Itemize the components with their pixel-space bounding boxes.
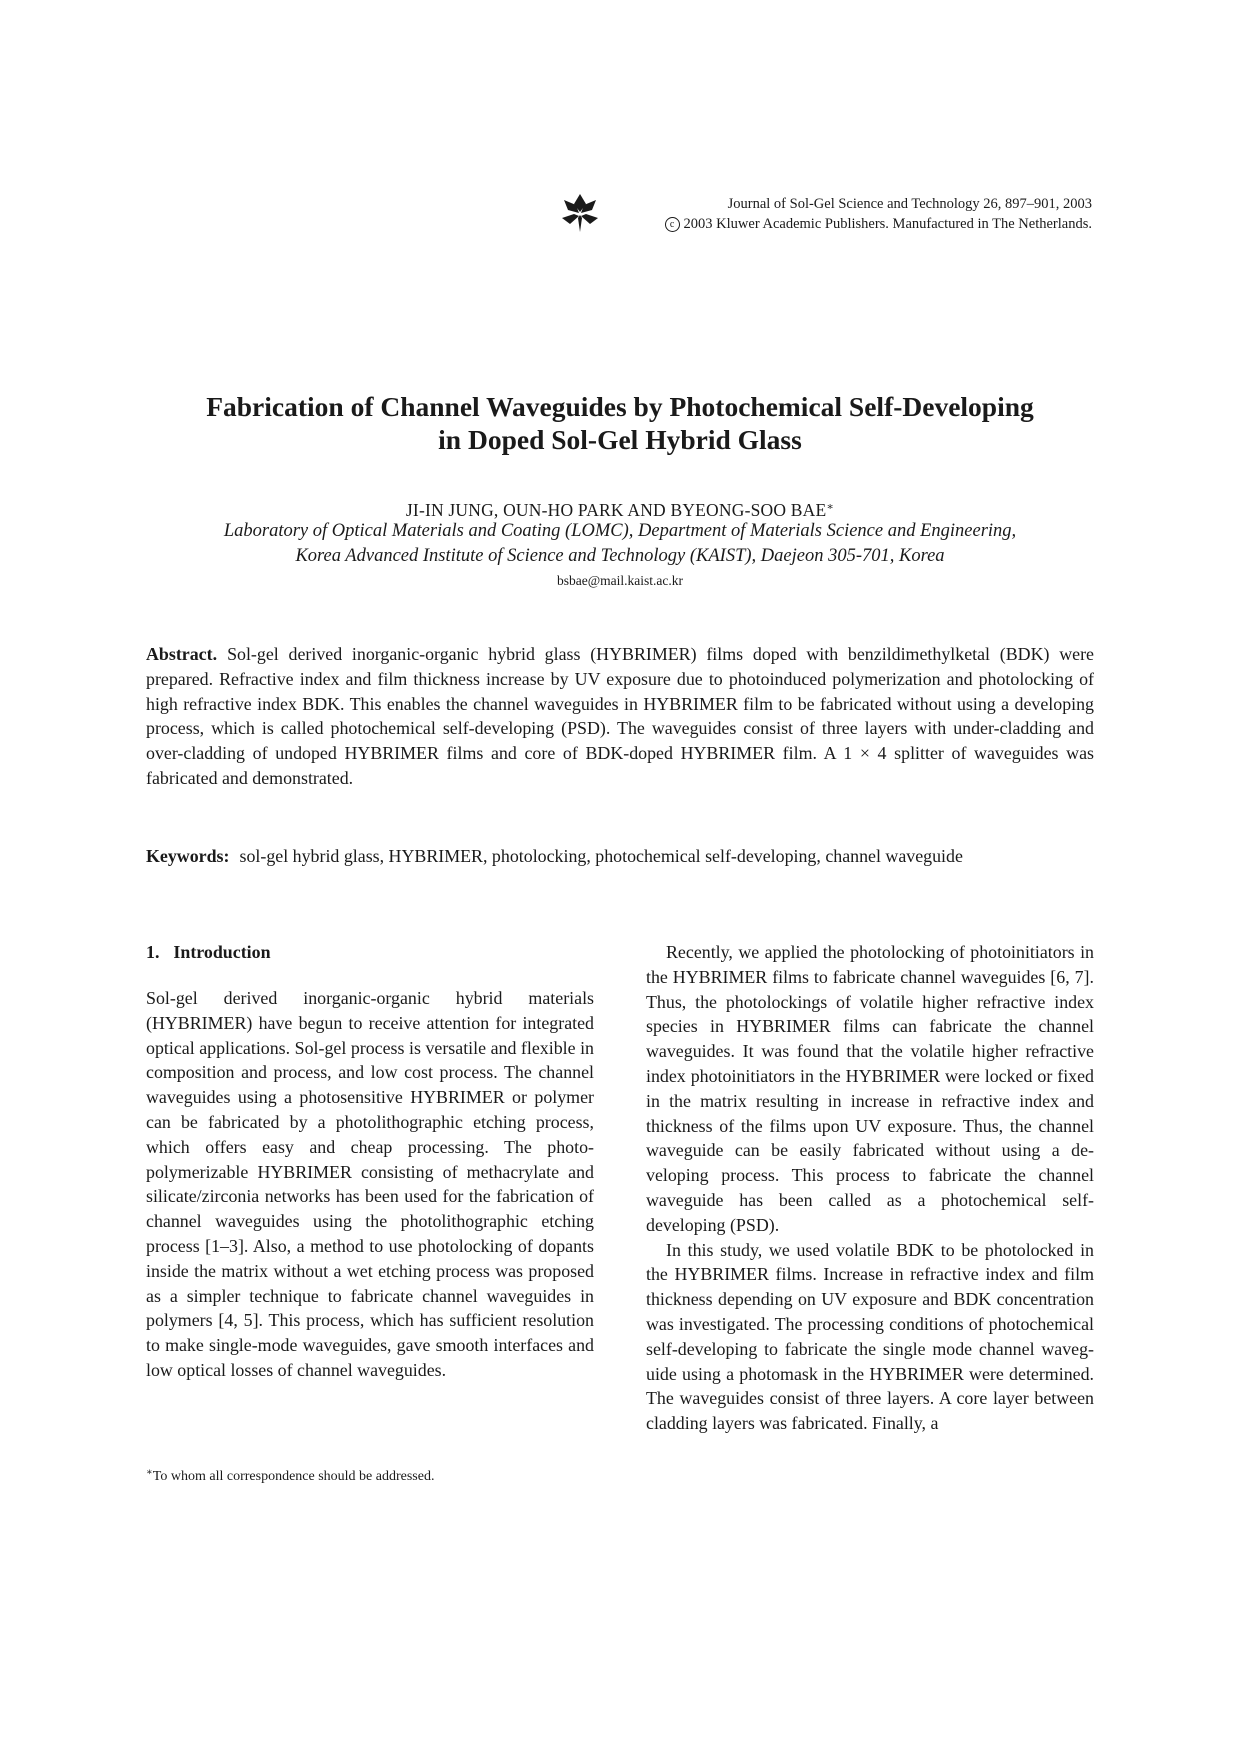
author-list bbox=[140, 496, 1100, 521]
footnote-text: To whom all correspondence should be addressed. bbox=[152, 1469, 435, 1484]
footnote-mark: ∗ bbox=[146, 1467, 153, 1478]
copyright-text: 2003 Kluwer Academic Publishers. Manufactured in The Netherlands. bbox=[683, 216, 1092, 232]
kluwer-logo-icon bbox=[560, 192, 600, 234]
intro-paragraph-1: Sol-gel derived inorganic-organic hybrid materials (HYBRIMER) have begun to receive attention for integrated optical applications. Sol-gel process is versatile and flexible in composition and process, and low cost process. The channel waveguides using a photosensitive HYBRIMER or polymer can be fabricated by a photolithographic etching process, which offers easy and cheap processing. The photo-polymerizable HYBRIMER consisting of methacrylate and silicate/zirconia networks has been used for the fabrication of channel waveguides using the photolithographic etching process [1–3]. Also, a method to use photolocking of dopants inside the matrix without a wet etching process was proposed as a simpler technique to fabricate channel waveguides in polymers [4, 5]. This process, which has sufficient resolution to make single-mode waveguides, gave smooth interfaces and low optical losses of channel waveguides. bbox=[146, 988, 594, 1380]
affiliation bbox=[100, 519, 1140, 569]
footnote bbox=[146, 1464, 594, 1486]
abstract-label: Abstract. bbox=[146, 644, 218, 664]
journal-citation: Journal of Sol-Gel Science and Technology 26, 897–901, 2003 bbox=[727, 196, 1092, 212]
section-heading bbox=[146, 940, 594, 965]
keywords-label: Keywords: bbox=[146, 846, 230, 866]
title-line-2: in Doped Sol-Gel Hybrid Glass bbox=[438, 424, 802, 455]
corresponding-author-mark: ∗ bbox=[826, 501, 835, 513]
abstract-text: Sol-gel derived inorganic-organic hybrid glass (HYBRIMER) films doped with benzildimethylketal (BDK) were prepared. Refractive index and film thickness increase by UV exposure due to photoinduced polymerization and photolocking of high refractive index BDK. This enables the channel waveguides in HYBRIMER film to be fabricated without using a developing process, which is called photochemical self-developing (PSD). The waveguides consist of three layers with under-cladding and over-cladding of undoped HYBRIMER films and core of BDK-doped HYBRIMER film. A 1 × 4 splitter of waveguides was fabricated and demonstrated. bbox=[146, 644, 1094, 788]
paper-title bbox=[140, 390, 1100, 456]
keywords-text: sol-gel hybrid glass, HYBRIMER, photolocking, photochemical self-developing, channel waveguide bbox=[239, 846, 963, 866]
keywords bbox=[146, 844, 1094, 869]
intro-paragraph-3: In this study, we used volatile BDK to be photolocked in the HYBRIMER films. Increase in refractive index and film thickness depending on UV exposure and BDK concentration was investigated. The processing conditions of photochemical self-developing to fabricate the single mode channel waveguide using a photomask in the HYBRIMER were determined. The waveguides consist of three layers. A core layer between cladding layers was fabricated. Finally, a bbox=[646, 1239, 1094, 1434]
copyright-notice bbox=[665, 215, 1092, 233]
copyright-symbol: c bbox=[665, 217, 680, 232]
left-column bbox=[146, 940, 594, 1383]
section-title: Introduction bbox=[173, 942, 271, 962]
affiliation-line-1: Laboratory of Optical Materials and Coating (LOMC), Department of Materials Science and Engineering, bbox=[223, 521, 1017, 541]
author-email: bsbae@mail.kaist.ac.kr bbox=[556, 573, 683, 588]
intro-paragraph-2: Recently, we applied the photolocking of photoinitiators in the HYBRIMER films to fabricate channel waveguides [6, 7]. Thus, the photolockings of volatile higher refractive index species in HYBRIMER films can fabricate the channel waveguides. It was found that the volatile higher refractive index photoinitiators in the HYBRIMER were locked or fixed in the matrix resulting in increase in refractive index and thickness of the films upon UV exposure. Thus, the channel waveguide can be easily fabricated without using a developing process. This process to fabricate the channel waveguide has been called as a photochemical self-developing (PSD). bbox=[646, 942, 1094, 1235]
section-number: 1. bbox=[146, 942, 160, 962]
author-names: JI-IN JUNG, OUN-HO PARK AND BYEONG-SOO BAE bbox=[405, 500, 827, 520]
title-line-1: Fabrication of Channel Waveguides by Photochemical Self-Developing bbox=[206, 391, 1034, 422]
journal-header bbox=[560, 190, 1092, 240]
right-column bbox=[646, 940, 1094, 1436]
abstract bbox=[146, 642, 1094, 791]
affiliation-line-2: Korea Advanced Institute of Science and Technology (KAIST), Daejeon 305-701, Korea bbox=[295, 546, 945, 566]
